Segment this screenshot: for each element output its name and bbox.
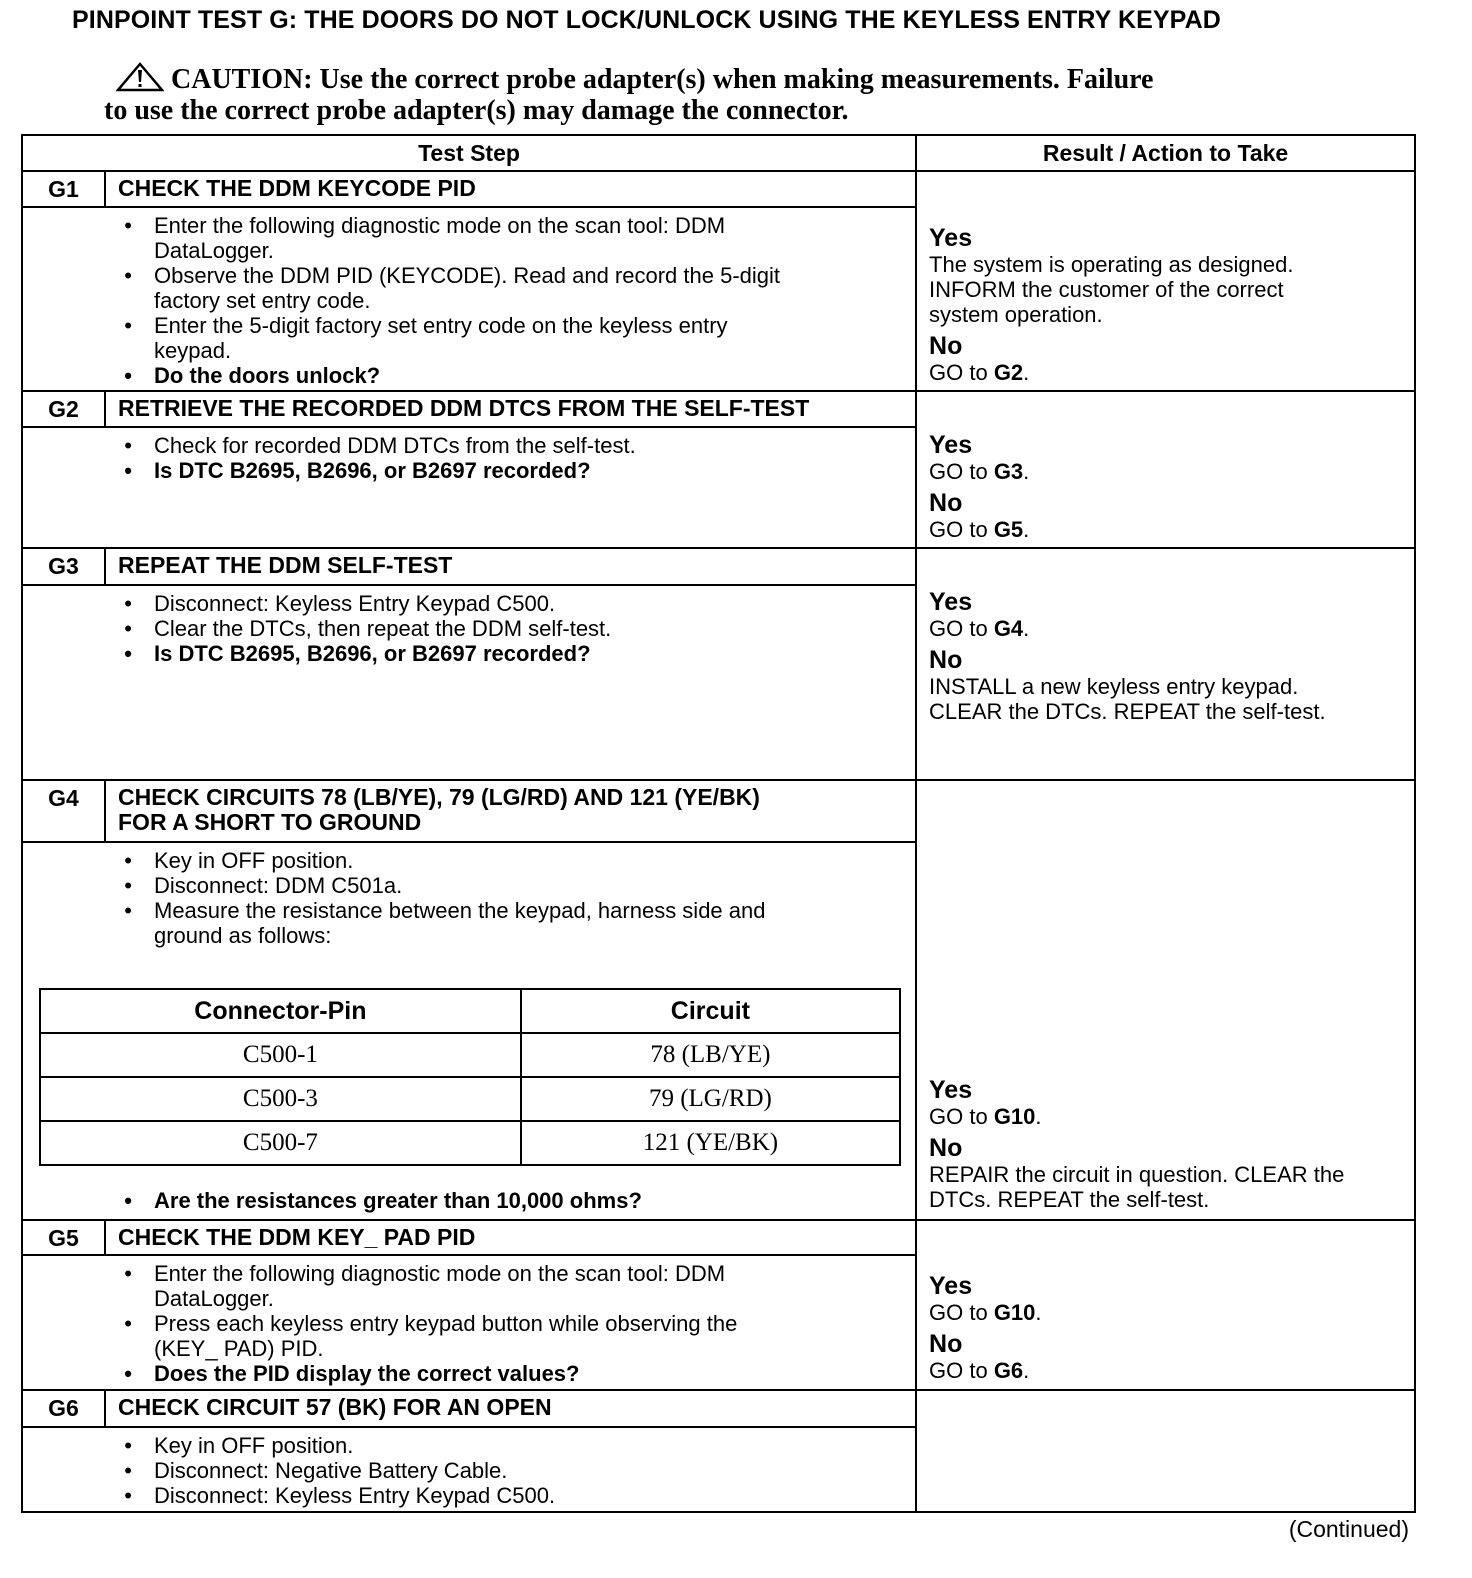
bullet-text: Measure the resistance between the keypad, harness side and ground as follows: [154,898,766,948]
step-title-row [22,548,1415,585]
step-question [23,1188,915,1213]
bullet-text: Check for recorded DDM DTCs from the self-test. [154,433,636,458]
result-no-label: No [929,489,963,517]
bullet-text: Enter the following diagnostic mode on the scan tool: DDM DataLogger. [154,1261,726,1311]
caution-note [104,62,1154,126]
step-instruction [23,1311,915,1361]
bullet-icon: • [124,263,132,288]
result-text: . [1023,517,1030,542]
step-title-row [22,1390,1415,1427]
bullet-icon: • [124,313,132,338]
step-question [23,363,915,388]
subtable-row [40,1121,900,1165]
step-instruction [23,616,915,641]
result-yes-label: Yes [929,431,973,459]
step-instruction [23,263,915,313]
step-title: REPEAT THE DDM SELF-TEST [105,548,916,585]
circuit-cell: 121 (YE/BK) [521,1121,900,1165]
goto-step-ref: G5 [993,517,1024,542]
step-body [22,585,916,780]
warning-triangle-icon [116,62,164,92]
result-no-label: No [929,646,963,674]
result-text: . [1023,616,1030,641]
result-action-text [929,517,1414,542]
bullet-text: Disconnect: Keyless Entry Keypad C500. [154,591,556,616]
result-text: REPAIR the circuit in question. CLEAR the DTCs. REPEAT the self-test. [929,1162,1345,1212]
step-instruction [23,433,915,458]
circuit-cell: 79 (LG/RD) [521,1077,900,1121]
result-text: GO to [929,1300,994,1325]
result-action-text [929,459,1414,484]
step-question [23,1361,915,1386]
subtable-row [40,1033,900,1077]
result-text: GO to [929,360,994,385]
bullet-icon: • [124,458,132,483]
bullet-icon: • [124,1361,132,1386]
step-body [22,842,916,1220]
bullet-icon: • [124,213,132,238]
step-instruction [23,873,915,898]
subtable-header-row [40,989,900,1033]
step-result [916,1390,1415,1512]
bullet-text: Observe the DDM PID (KEYCODE). Read and record the 5-digit factory set entry code. [154,263,781,313]
continued-label: (Continued) [1288,1516,1409,1542]
result-text: GO to [929,616,994,641]
step-question [23,458,915,483]
goto-step-ref: G2 [993,360,1024,385]
step-title: CHECK THE DDM KEY_ PAD PID [105,1220,916,1255]
connector-pin-cell: C500-3 [40,1077,521,1121]
bullet-icon: • [124,848,132,873]
result-action-text [929,1300,1414,1325]
connector-pin-table [39,988,901,1166]
bullet-icon: • [124,641,132,666]
result-action-text [929,1358,1414,1383]
result-yes-label: Yes [929,588,973,616]
header-test-step: Test Step [22,135,916,171]
step-id: G4 [22,780,105,842]
bullet-text: Enter the following diagnostic mode on the scan tool: DDM DataLogger. [154,213,726,263]
step-instruction [23,1433,915,1458]
goto-step-ref: G4 [993,616,1024,641]
goto-step-ref: G3 [993,459,1024,484]
step-result [916,171,1415,391]
result-text: The system is operating as designed. INFORM the customer of the correct system operation. [929,252,1294,327]
step-result [916,391,1415,548]
result-text: . [1023,1358,1030,1383]
bullet-text: Do the doors unlock? [154,363,381,388]
step-instruction [23,1458,915,1483]
bullet-icon: • [124,898,132,923]
bullet-text: Disconnect: DDM C501a. [154,873,403,898]
bullet-icon: • [124,1311,132,1336]
header-result: Result / Action to Take [916,135,1415,171]
result-action-text [929,1162,1414,1212]
step-title-row [22,780,1415,842]
step-id: G6 [22,1390,105,1427]
step-title: CHECK CIRCUITS 78 (LB/YE), 79 (LG/RD) AND 121 (YE/BK) FOR A SHORT TO GROUND [105,780,916,842]
step-id: G3 [22,548,105,585]
result-text: . [1035,1300,1042,1325]
result-text: . [1023,459,1030,484]
bullet-text: Are the resistances greater than 10,000 ohms? [154,1188,642,1213]
bullet-icon: • [124,363,132,388]
result-yes-label: Yes [929,1272,973,1300]
result-yes-label: Yes [929,224,973,252]
bullet-icon: • [124,1188,132,1213]
bullet-text: Disconnect: Keyless Entry Keypad C500. [154,1483,556,1508]
goto-step-ref: G10 [993,1300,1036,1325]
header-row [22,135,1415,171]
step-title-row [22,1220,1415,1255]
step-title-row [22,391,1415,427]
result-text: INSTALL a new keyless entry keypad. CLEAR the DTCs. REPEAT the self-test. [929,674,1326,724]
result-text: GO to [929,1104,994,1129]
subtable-header: Circuit [521,989,900,1033]
subtable-header: Connector-Pin [40,989,521,1033]
step-instruction [23,848,915,873]
result-action-text [929,616,1414,641]
bullet-text: Key in OFF position. [154,1433,354,1458]
step-id: G1 [22,171,105,207]
result-text: GO to [929,1358,994,1383]
pinpoint-test-table [21,134,1416,1513]
bullet-text: Disconnect: Negative Battery Cable. [154,1458,508,1483]
bullet-icon: • [124,616,132,641]
result-text: . [1023,360,1030,385]
goto-step-ref: G6 [993,1358,1024,1383]
result-action-text [929,360,1414,385]
step-result [916,1220,1415,1390]
step-instruction [23,213,915,263]
step-id: G2 [22,391,105,427]
step-body [22,427,916,548]
result-action-text [929,1104,1414,1129]
step-title: RETRIEVE THE RECORDED DDM DTCS FROM THE SELF-TEST [105,391,916,427]
step-instruction [23,591,915,616]
bullet-icon: • [124,873,132,898]
result-no-label: No [929,1134,963,1162]
bullet-icon: • [124,1483,132,1508]
bullet-icon: • [124,591,132,616]
caution-text: CAUTION: Use the correct probe adapter(s) when making measurements. Failure to use the correct probe adapter(s) may damage the connector. [104,64,1154,126]
result-action-text [929,674,1414,724]
result-text: . [1035,1104,1042,1129]
bullet-icon: • [124,1458,132,1483]
bullet-icon: • [124,1433,132,1458]
bullet-text: Is DTC B2695, B2696, or B2697 recorded? [154,458,591,483]
step-question [23,641,915,666]
result-yes-label: Yes [929,1076,973,1104]
bullet-text: Key in OFF position. [154,848,354,873]
step-instruction [23,1261,915,1311]
goto-step-ref: G10 [993,1104,1036,1129]
step-body [22,207,916,391]
bullet-icon: • [124,433,132,458]
result-no-label: No [929,1330,963,1358]
step-body [22,1427,916,1512]
connector-pin-cell: C500-7 [40,1121,521,1165]
connector-pin-cell: C500-1 [40,1033,521,1077]
result-no-label: No [929,332,963,360]
subtable-row [40,1077,900,1121]
result-text: GO to [929,517,994,542]
bullet-text: Does the PID display the correct values? [154,1361,580,1386]
page-title: PINPOINT TEST G: THE DOORS DO NOT LOCK/UNLOCK USING THE KEYLESS ENTRY KEYPAD [72,6,1221,34]
bullet-text: Press each keyless entry keypad button while observing the (KEY_ PAD) PID. [154,1311,738,1361]
result-action-text [929,252,1414,327]
step-title: CHECK CIRCUIT 57 (BK) FOR AN OPEN [105,1390,916,1427]
step-instruction [23,313,915,363]
step-id: G5 [22,1220,105,1255]
step-title: CHECK THE DDM KEYCODE PID [105,171,916,207]
bullet-icon: • [124,1261,132,1286]
step-result [916,548,1415,780]
step-instruction [23,1483,915,1508]
step-title-row [22,171,1415,207]
circuit-cell: 78 (LB/YE) [521,1033,900,1077]
bullet-text: Is DTC B2695, B2696, or B2697 recorded? [154,641,591,666]
bullet-text: Enter the 5-digit factory set entry code on the keyless entry keypad. [154,313,728,363]
result-text: GO to [929,459,994,484]
step-result [916,780,1415,1220]
step-instruction [23,898,915,948]
bullet-text: Clear the DTCs, then repeat the DDM self-test. [154,616,612,641]
step-body [22,1255,916,1390]
